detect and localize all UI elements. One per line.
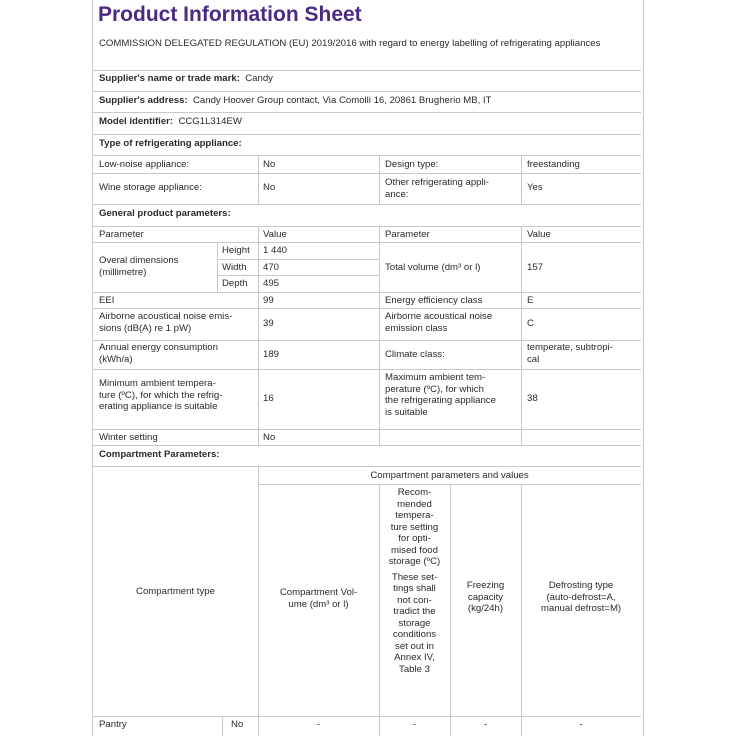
noise-emissions-label: Airborne acoustical noise emis- sions (dB(A) re 1 pW) [99,311,233,334]
temperature-header-line: conditions [392,629,437,640]
depth-label: Depth [222,278,248,289]
regulation-text: COMMISSION DELEGATED REGULATION (EU) 2019/2016 with regard to energy labelling of refrigerating appliances [99,38,601,49]
address-row [99,95,491,107]
type-heading: Type of refrigerating appliance: [99,138,242,149]
temperature-header-line: Table 3 [399,663,430,675]
compartment-group-header: Compartment parameters and values [370,470,529,481]
wine-storage-value: No [263,182,276,193]
wine-storage-label: Wine storage appliance: [99,182,202,193]
max-temp-label: Maximum ambient tem- perature (ºC), for which the refrigerating appliance is suitable [385,372,496,418]
compartment-type-header: Compartment type [136,586,215,597]
eei-label: EEI [99,295,115,306]
temperature-header-line: storage [398,617,431,629]
width-value: 470 [263,262,280,273]
information-sheet [92,0,644,736]
temperature-header-line: Recom- [397,487,432,498]
min-temp-label: Minimum ambient tempera- ture (ºC), for which the refrig- erating appliance is suitable [99,378,223,412]
param-header-left: Parameter [99,229,144,240]
temperature-header-line: ture setting [390,521,439,533]
dimensions-label: Overal dimensions (millimetre) [99,255,179,278]
compartment-volume-header: Compartment Vol- ume (dm³ or l) [279,587,358,610]
temperature-header-line: set out in [395,640,434,652]
page-title: Product Information Sheet [98,3,362,26]
recommended-temperature-header [379,487,450,675]
winter-setting-label: Winter setting [99,432,158,443]
temperature-header-line: storage (ºC) [388,556,441,567]
winter-setting-value: No [263,432,276,443]
temperature-header-line: These set- [391,571,438,583]
height-label: Height [222,245,250,256]
climate-class-label: Climate class: [385,349,445,360]
noise-class-label: Airborne acoustical noise emission class [385,311,493,334]
annual-energy-label: Annual energy consumption (kWh/a) [99,342,218,365]
model-row [99,116,242,128]
general-heading: General product parameters: [99,208,231,219]
climate-class-value: temperate, subtropi- cal [527,342,613,365]
eei-value: 99 [263,295,274,306]
value-header-right: Value [527,229,551,240]
temperature-header-line: Annex IV, [394,652,435,663]
temperature-header-line: mended [397,498,432,510]
noise-class-value: C [527,318,534,329]
total-volume-label: Total volume (dm³ or l) [385,262,481,273]
temperature-header-line: for opti- [398,533,431,544]
design-type-label: Design type: [385,159,439,170]
model-value: CCG1L314EW [178,116,242,127]
defrosting-type-header: Defrosting type (auto-defrost=A, manual defrost=M) [540,580,622,614]
pantry-freezing: - [483,719,488,730]
max-temp-value: 38 [527,393,538,404]
pantry-volume: - [316,719,321,730]
width-label: Width [222,262,247,273]
low-noise-label: Low-noise appliance: [99,159,190,170]
supplier-value: Candy [245,73,273,84]
pantry-defrost: - [579,719,583,730]
temperature-header-line: not con- [397,594,432,606]
supplier-label: Supplier's name or trade mark: [99,73,240,84]
temperature-header-line: tings shall [393,583,436,594]
energy-class-value: E [527,295,534,306]
low-noise-value: No [263,159,276,170]
other-appliance-label: Other refrigerating appli- ance: [385,177,489,200]
energy-class-label: Energy efficiency class [385,295,483,306]
temperature-header-line: tempera- [395,510,434,521]
temperature-header-line: tradict the [393,606,436,617]
model-label: Model identifier: [99,116,174,127]
temperature-header-line: mised food [391,544,438,556]
height-value: 1 440 [263,245,288,256]
compartment-heading: Compartment Parameters: [99,449,220,460]
depth-value: 495 [263,278,280,289]
address-value: Candy Hoover Group contact, Via Comolli 16, 20861 Brugherio MB, IT [193,95,492,106]
noise-emissions-value: 39 [263,318,274,329]
pantry-temperature: - [412,719,417,730]
annual-energy-value: 189 [263,349,280,360]
value-header-left: Value [263,229,287,240]
pantry-present: No [231,719,244,730]
min-temp-value: 16 [263,393,274,404]
total-volume-value: 157 [527,262,544,273]
param-header-right: Parameter [385,229,430,240]
pantry-name: Pantry [99,719,127,730]
design-type-value: freestanding [527,159,580,170]
other-appliance-value: Yes [527,182,543,193]
address-label: Supplier's address: [99,95,188,106]
freezing-capacity-header: Freezing capacity (kg/24h) [466,580,505,614]
supplier-row [99,73,273,85]
